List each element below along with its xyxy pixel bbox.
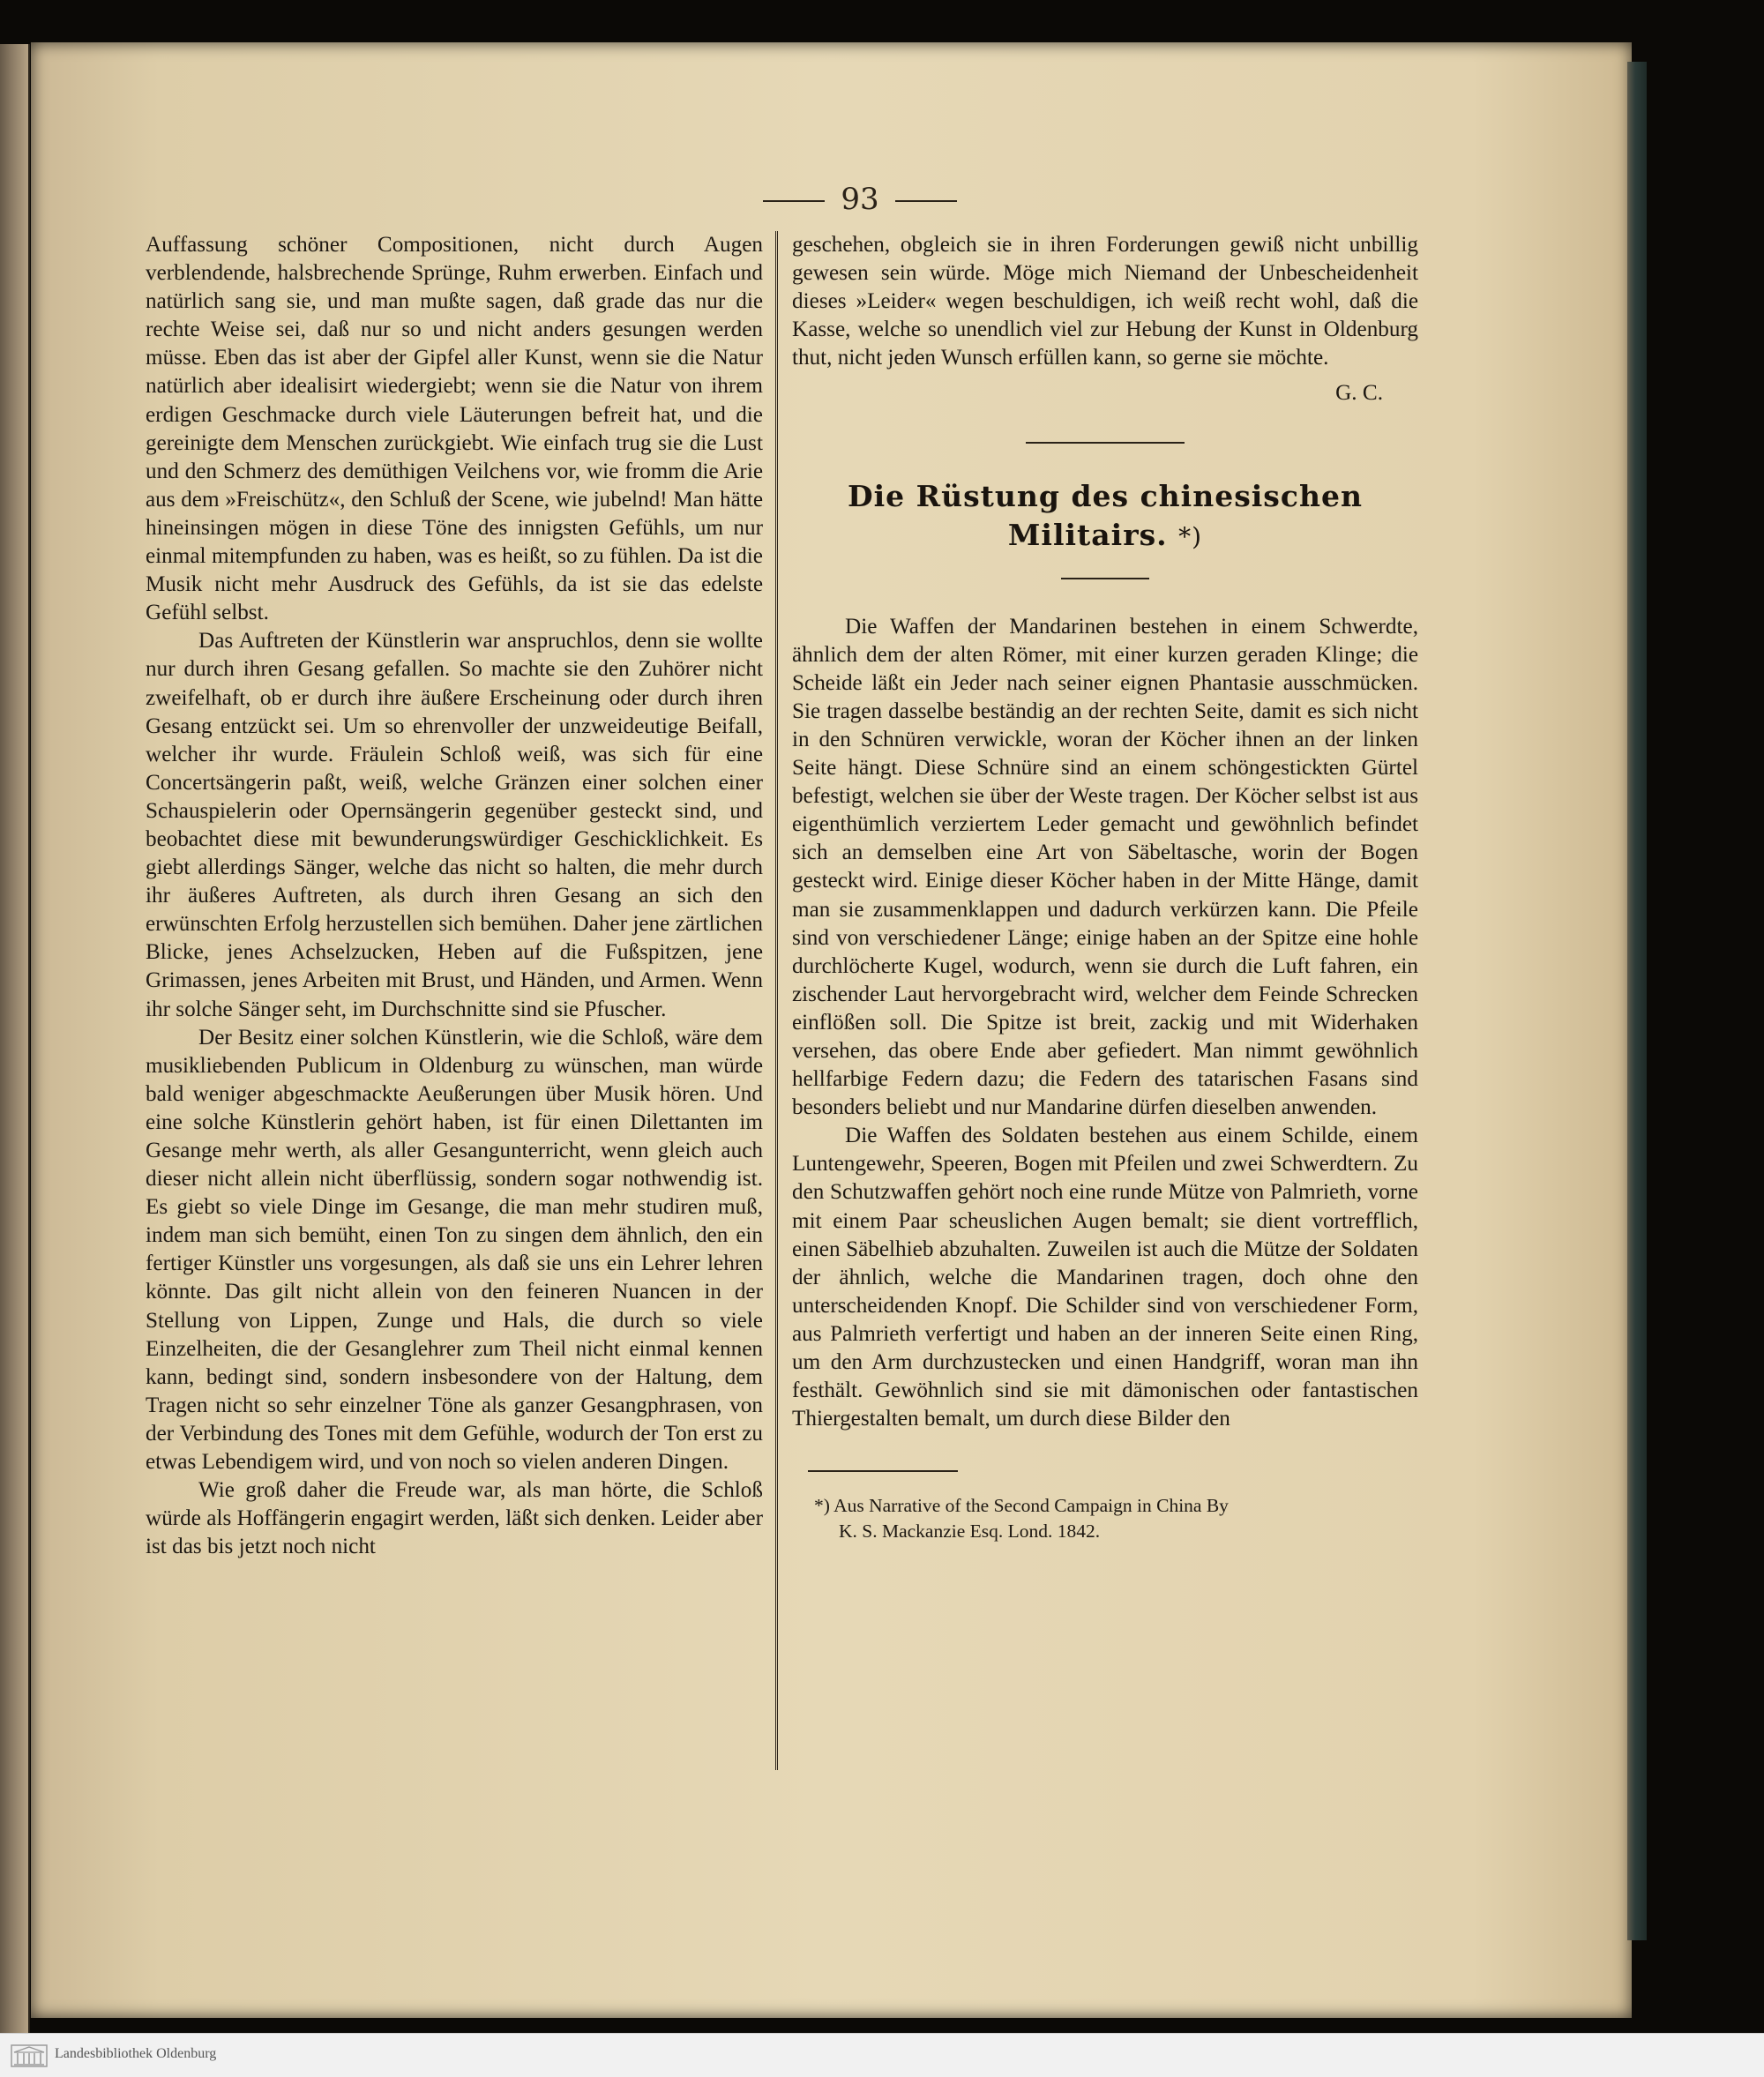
section-divider [1026, 442, 1185, 444]
article-title-line-2 [792, 516, 1418, 557]
previous-page-edge [0, 44, 30, 2033]
author-signature: G. C. [1335, 381, 1383, 406]
footer-institution-link[interactable]: Landesbibliothek Oldenburg [55, 2046, 217, 2061]
page-number-dash-right [895, 200, 957, 202]
left-column [146, 231, 763, 1561]
article-title-line-1: Die Rüstung des chinesischen [848, 478, 1363, 513]
column-divider [775, 231, 778, 1770]
left-paragraph-1: Auffassung schöner Compositionen, nicht durch Augen verblendende, halsbrechende Sprünge, Ruhm erwerben. Einfach und natürlich sang sie, und man mußte sagen, daß grade das nur die rechte Weise sei, daß nur so und nicht anders gesungen werden müsse. Eben das ist aber der Gipfel aller Kunst, wenn sie die Natur natürlich aber idealisirt wiedergiebt; wenn sie die Natur von ihrem erdigen Geschmacke durch viele Läuterungen befreit hat, und die gereinigte dem Menschen zurückgiebt. Wie einfach trug sie die Lust und den Schmerz des demüthigen Veilchens vor, wie fromm die Arie aus dem »Freischütz«, den Schluß der Scene, wie jubelnd! Man hätte hineinsingen mögen in diese Töne des innigsten Gefühls, um nur einmal mitempfunden zu haben, was es heißt, so zu fühlen. Da ist die Musik nicht mehr Ausdruck des Gefühls, da ist sie das edelste Gefühl selbst. [146, 233, 763, 625]
right-paragraph-1: Die Waffen der Mandarinen bestehen in einem Schwerdte, ähnlich dem der alten Römer, mit einer kurzen geraden Klinge; die Scheide läßt ein Jeder nach seiner eignen Phantasie ausschmücken. Sie tragen dasselbe beständig an der rechten Seite, damit es sich nicht in den Schnüren verwickle, woran der Köcher ihnen an der linken Seite hängt. Diese Schnüre sind an einem schöngestickten Gürtel befestigt, welchen sie über der Weste tragen. Der Köcher selbst ist aus eigenthümlich verziertem Leder gemacht und gewöhnlich befindet sich an demselben eine Art von Säbeltasche, worin der Bogen gesteckt wird. Einige dieser Köcher haben in der Mitte Hänge, damit man sie zusammenklappen und dadurch verkürzen kann. Die Pfeile sind von verschiedener Länge; einige haben an der Spitze eine hohle durchlöcherte Kugel, wodurch, wenn sie durch die Luft fahren, ein zischender Laut hervorgebracht wird, welcher dem Feinde Schrecken einflößen soll. Die Spitze ist breit, zackig und mit Widerhaken versehen, das obere Ende aber gefiedert. Man nimmt gewöhnlich hellfarbige Federn dazu; die Federn des tatarischen Fasans sind besonders beliebt und nur Mandarine dürfen dieselben anwenden. [792, 614, 1418, 1120]
library-building-icon [11, 2044, 48, 2067]
footnote-line-2: K. S. Mackanzie Esq. Lond. 1842. [839, 1520, 1101, 1543]
article-title [792, 477, 1418, 557]
left-paragraph-3: Der Besitz einer solchen Künstlerin, wie die Schloß, wäre dem musikliebenden Publicum in Oldenburg zu wünschen, man würde bald weniger abgeschmackte Aeußerungen über Musik hören. Und eine solche Künstlerin gehört haben, ist für einen Dilettanten im Gesange mehr werth, als aller Gesangunterricht, wenn gleich auch dieser nicht allein nicht überflüssig, sondern sogar nothwendig ist. Es giebt so viele Dinge im Gesange, die man mehr studiren muß, indem man sich bemüht, einen Ton zu singen dem ähnlich, den ein fertiger Künstler uns vorgesungen, als daß sie uns ein Lehrer lehren könnte. Das gilt nicht allein von den feineren Nuancen in der Stellung von Lippen, Zunge und Hals, die durch so viele Einzelheiten, die der Gesanglehrer zum Theil nicht einmal kennen kann, bedingt sind, sondern insbesondere von der Haltung, dem Tragen nicht so sehr einzelner Töne als ganzer Gesangphrasen, von der Verbindung des Tones mit dem Gefühle, wodurch der Ton erst zu etwas Lebendigem wird, und von noch so vielen anderen Dingen. [146, 1025, 763, 1475]
title-divider [1061, 578, 1149, 579]
footnote-line-1: *) Aus Narrative of the Second Campaign in China By [814, 1495, 1229, 1517]
footnote-marker: *) [1178, 521, 1203, 551]
book-cover-edge [1627, 62, 1647, 1940]
page-number [662, 182, 1058, 217]
article-title-word: Militairs. [1007, 517, 1168, 552]
right-paragraph-2: Die Waffen des Soldaten bestehen aus einem Schilde, einem Luntengewehr, Speeren, Bogen mit Pfeilen und zwei Schwerdtern. Zu den Schutzwaffen gehört noch eine runde Mütze von Palmrieth, vorne mit einem Paar scheuslichen Augen bemalt; sie dient vortrefflich, einen Säbelhieb abzuhalten. Zuweilen ist auch die Mütze der Soldaten der ähnlich, welche die Mandarinen tragen, doch ohne den unterscheidenden Knopf. Die Schilder sind von verschiedener Form, aus Palmrieth verfertigt und haben an der inneren Seite einen Ring, um den Arm durchzustecken und einen Handgriff, woran man ihn festhält. Gewöhnlich sind sie mit dämonischen oder fantastischen Thiergestalten bemalt, um durch diese Bilder den [792, 1124, 1418, 1431]
footnote-divider [808, 1470, 958, 1472]
footnote [792, 1493, 1418, 1544]
right-continuation: geschehen, obgleich sie in ihren Forderungen gewiß nicht unbillig gewesen sein würde. Möge mich Niemand der Unbescheidenheit dieses »Leider« wegen beschuldigen, ich weiß recht wohl, daß die Kasse, welche so unendlich viel zur Hebung der Kunst in Oldenburg thut, nicht jeden Wunsch erfüllen kann, so gerne sie möchte. [792, 233, 1418, 370]
page-number-value: 93 [841, 182, 879, 217]
footer-bar [0, 2033, 1764, 2077]
right-column [792, 231, 1418, 1544]
left-paragraph-2: Das Auftreten der Künstlerin war anspruchlos, denn sie wollte nur durch ihren Gesang gefallen. So machte sie den Zuhörer nicht zweifelhaft, ob er durch ihre äußere Erscheinung oder durch ihren Gesang entzückt sei. Um so ehrenvoller der unzweideutige Beifall, welcher ihr wurde. Fräulein Schloß weiß, was sich für eine Concertsängerin paßt, weiß, welche Gränzen einer solchen einer Schauspielerin oder Opernsängerin gegenüber gesteckt sind, und beobachtet diese mit bewunderungswürdiger Geschicklichkeit. Es giebt allerdings Sänger, welche das nicht so halten, die mehr durch ihr äußeres Auftreten, als durch ihren Gesang an sich den erwünschten Erfolg herzustellen sich bemühen. Daher jene zärtlichen Blicke, jenes Achselzucken, Heben auf die Fußspitzen, jene Grimassen, jenes Arbeiten mit Brust, und Händen, und Armen. Wenn ihr solche Sänger seht, im Durchschnitte sind sie Pfuscher. [146, 629, 763, 1021]
left-paragraph-4: Wie groß daher die Freude war, als man hörte, die Schloß würde als Hoffängerin engagirt werden, läßt sich denken. Leider aber ist das bis jetzt noch nicht [146, 1478, 763, 1559]
page-number-dash-left [763, 200, 825, 202]
